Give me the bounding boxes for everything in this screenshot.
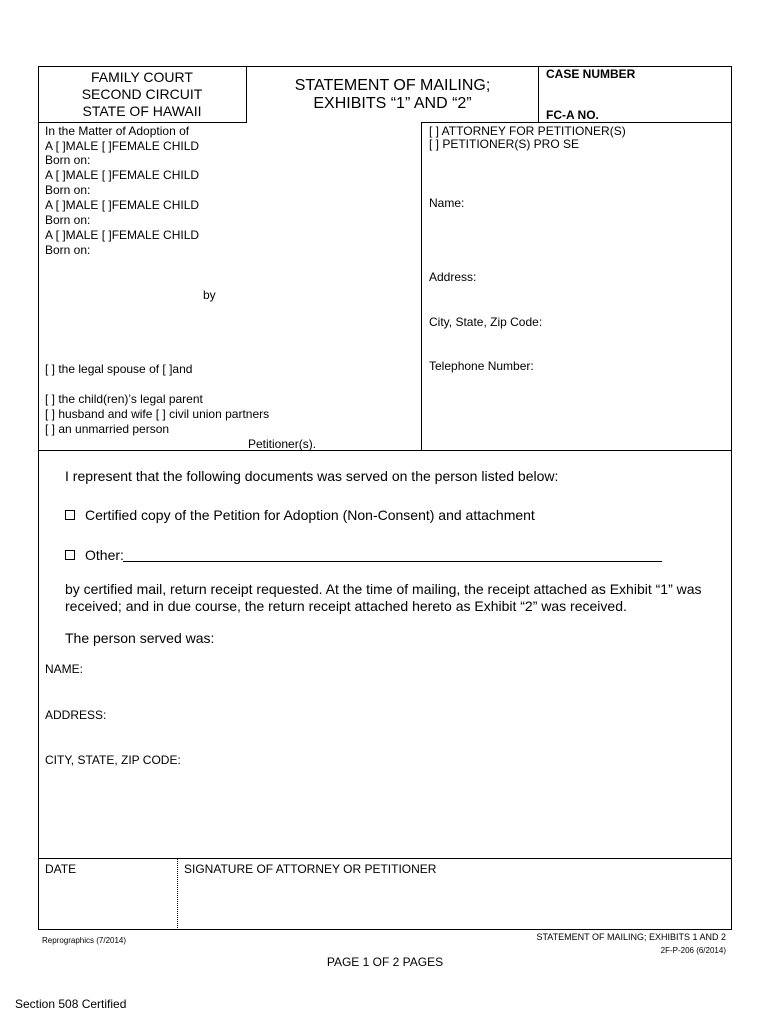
date-label: DATE (45, 862, 77, 876)
case-number-label: CASE NUMBER (546, 67, 636, 81)
court-line-3: STATE OF HAWAII (82, 103, 202, 119)
attorney-option: [ ] ATTORNEY FOR PETITIONER(S) (429, 124, 626, 138)
born-on-4: Born on: (45, 243, 91, 257)
attorney-phone-label: Telephone Number: (429, 359, 534, 373)
child-line-4: A [ ]MALE [ ]FEMALE CHILD (45, 228, 200, 242)
footer-form-title: STATEMENT OF MAILING; EXHIBITS 1 AND 2 (536, 932, 726, 942)
form-title-line-1: STATEMENT OF MAILING; (294, 77, 491, 94)
other-label: Other: (85, 547, 124, 563)
header-divider-right (538, 66, 539, 123)
born-on-3: Born on: (45, 213, 91, 227)
served-address-label: ADDRESS: (45, 708, 107, 722)
petitioners-label: Petitioner(s). (248, 437, 317, 451)
court-line-2: SECOND CIRCUIT (81, 86, 203, 102)
certified-copy-label: Certified copy of the Petition for Adoption (Non-Consent) and attachment (85, 507, 535, 523)
spouse-line: [ ] the legal spouse of [ ]and (45, 362, 193, 376)
fca-number-label: FC-A NO. (546, 108, 599, 122)
reprographics-label: Reprographics (7/2014) (42, 936, 127, 945)
statement-intro: I represent that the following documents was served on the person listed below: (65, 468, 559, 484)
served-city-label: CITY, STATE, ZIP CODE: (45, 753, 181, 767)
section-divider (38, 450, 732, 451)
middle-divider (421, 122, 422, 450)
born-on-1: Born on: (45, 153, 91, 167)
child-line-1: A [ ]MALE [ ]FEMALE CHILD (45, 139, 200, 153)
person-served-label: The person served was: (65, 630, 215, 646)
court-line-1: FAMILY COURT (91, 69, 193, 85)
signature-label: SIGNATURE OF ATTORNEY OR PETITIONER (184, 862, 437, 876)
mailing-text-line-2: received; and in due course, the return receipt attached hereto as Exhibit “2” was received. (65, 598, 627, 614)
signature-divider (177, 858, 178, 930)
header-bottom-line-left (38, 122, 247, 123)
certified-copy-checkbox[interactable] (65, 510, 75, 520)
other-checkbox[interactable] (65, 550, 75, 560)
option-other (65, 547, 124, 563)
child-parent-line: [ ] the child(ren)’s legal parent (45, 392, 203, 406)
attorney-name-label: Name: (429, 196, 465, 210)
by-label: by (203, 288, 216, 302)
attorney-city-label: City, State, Zip Code: (429, 315, 543, 329)
footer-form-number: 2F-P-206 (6/2014) (660, 946, 726, 955)
signature-top-line (38, 858, 732, 859)
header-bottom-line-right (421, 122, 732, 123)
section-508-label: Section 508 Certified (15, 997, 127, 1011)
mailing-text-line-1: by certified mail, return receipt requested. At the time of mailing, the receipt attached as Exhibit “1” was (65, 581, 702, 597)
pro-se-option: [ ] PETITIONER(S) PRO SE (429, 137, 580, 151)
attorney-address-label: Address: (429, 270, 477, 284)
child-line-2: A [ ]MALE [ ]FEMALE CHILD (45, 168, 200, 182)
page-number: PAGE 1 OF 2 PAGES (326, 955, 444, 969)
unmarried-line: [ ] an unmarried person (45, 422, 170, 436)
matter-title: In the Matter of Adoption of (45, 124, 190, 138)
form-title-line-2: EXHIBITS “1” AND “2” (313, 95, 472, 112)
form-frame (38, 66, 732, 930)
other-input-line[interactable] (123, 561, 662, 562)
option-certified-copy (65, 507, 535, 523)
served-name-label: NAME: (45, 662, 84, 676)
husband-wife-line: [ ] husband and wife [ ] civil union partners (45, 407, 270, 421)
born-on-2: Born on: (45, 183, 91, 197)
child-line-3: A [ ]MALE [ ]FEMALE CHILD (45, 198, 200, 212)
